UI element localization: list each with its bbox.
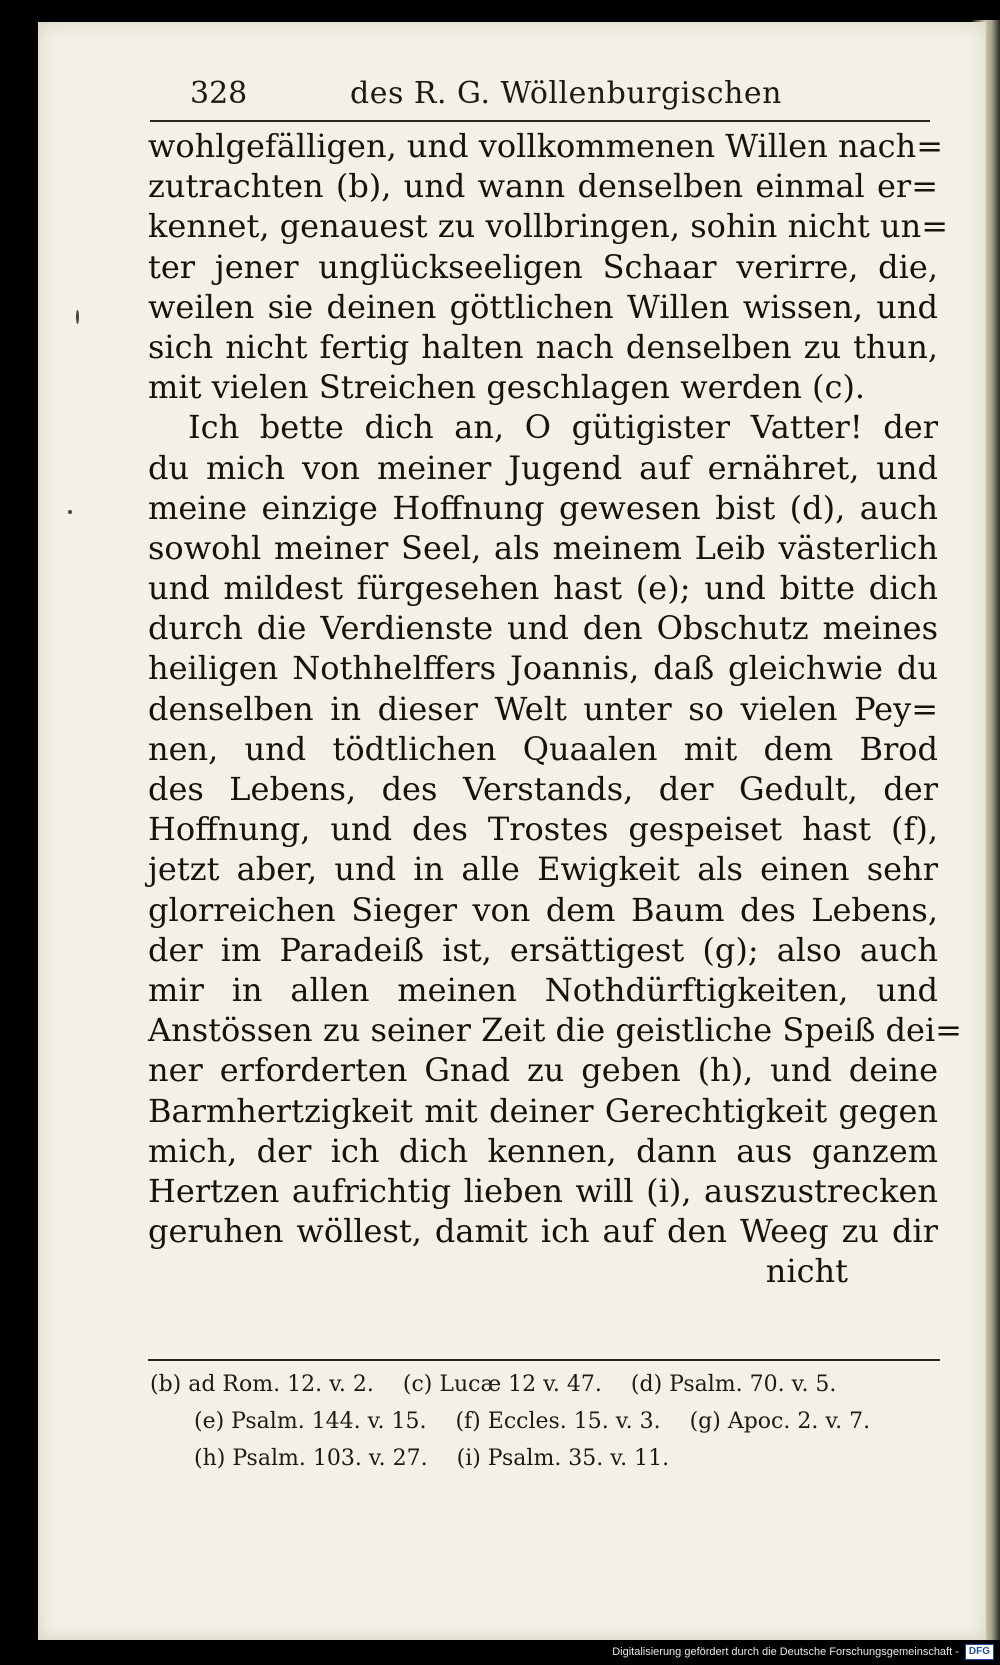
text-line: Hertzen aufrichtig lieben will (i), auszustrecken (148, 1171, 938, 1210)
page-header (150, 68, 930, 118)
text-line: weilen sie deinen göttlichen Willen wissen, und (148, 287, 938, 326)
text-line: jetzt aber, und in alle Ewigkeit als einen sehr (148, 850, 938, 889)
text-line: und mildest fürgesehen hast (e); und bitte dich (148, 569, 938, 608)
footnote-g: (g) Apoc. 2. v. 7. (689, 1409, 871, 1434)
text-line: meine einzige Hoffnung gewesen bist (d), auch (148, 488, 938, 527)
footnote-e: (e) Psalm. 144. v. 15. (194, 1409, 427, 1434)
text-line: sich nicht fertig halten nach denselben zu thun, (148, 327, 938, 366)
footnote-h: (h) Psalm. 103. v. 27. (194, 1446, 428, 1471)
dfg-logo-icon: DFG (965, 1644, 994, 1660)
page-number: 328 (190, 76, 248, 111)
text-line: Hoffnung, und des Trostes gespeiset hast (f), (148, 810, 938, 849)
paragraph-start-line: Ich bette dich an, O gütigister Vatter! der (188, 408, 938, 447)
text-line: du mich von meiner Jugend auf ernähret, und (148, 448, 938, 487)
text-line: ter jener unglückseeligen Schaar verirre, die, (148, 247, 938, 286)
text-line: durch die Verdienste und den Obschutz meines (148, 609, 938, 648)
main-text (148, 126, 962, 1291)
ink-speck (68, 510, 72, 514)
text-line: kennet, genauest zu vollbringen, sohin nicht un= (148, 207, 948, 246)
footnote-line (150, 1403, 940, 1440)
catchword: nicht (765, 1252, 848, 1291)
footnote-f: (f) Eccles. 15. v. 3. (455, 1409, 661, 1434)
footnote-i: (i) Psalm. 35. v. 11. (456, 1446, 670, 1471)
text-line: mich, der ich dich kennen, dann aus ganzem (148, 1131, 938, 1170)
text-line: des Lebens, des Verstands, der Gedult, der (148, 770, 938, 808)
text-line: mir in allen meinen Nothdürftigkeiten, und (148, 970, 938, 1009)
running-head: des R. G. Wöllenburgischen (350, 76, 782, 111)
text-line: Anstössen zu seiner Zeit die geistliche Speiß dei= (148, 1011, 962, 1050)
footnote-rule (148, 1359, 940, 1361)
text-line: der im Paradeiß ist, ersättigest (g); also auch (148, 930, 938, 969)
text-line: glorreichen Sieger von dem Baum des Lebens, (148, 890, 938, 929)
footnote-c: (c) Lucæ 12 v. 47. (402, 1372, 602, 1397)
ink-speck (76, 310, 79, 324)
footnote-line (150, 1440, 940, 1477)
footnotes (150, 1366, 940, 1477)
text-line: Barmhertzigkeit mit deiner Gerechtigkeit gegen (148, 1091, 938, 1130)
text-line: mit vielen Streichen geschlagen werden (c). (148, 368, 866, 407)
text-line: nen, und tödtlichen Quaalen mit dem Brod (148, 729, 938, 768)
funding-banner (612, 1643, 994, 1661)
text-line: ner erforderten Gnad zu geben (h), und deine (148, 1051, 938, 1090)
text-line: geruhen wöllest, damit ich auf den Weeg zu dir (148, 1212, 938, 1251)
text-line: zutrachten (b), und wann denselben einmal er= (148, 167, 938, 206)
text-line: wohlgefälligen, und vollkommenen Willen nach= (148, 127, 943, 165)
header-rule (150, 120, 930, 122)
text-line: sowohl meiner Seel, als meinem Leib västerlich (148, 528, 938, 567)
text-line: heiligen Nothhelffers Joannis, daß gleichwie du (148, 649, 938, 688)
footnote-d: (d) Psalm. 70. v. 5. (630, 1372, 837, 1397)
footnote-b: (b) ad Rom. 12. v. 2. (150, 1372, 374, 1397)
text-line: denselben in dieser Welt unter so vielen Pey= (148, 689, 938, 728)
funding-text: Digitalisierung gefördert durch die Deutsche Forschungsgemeinschaft - (612, 1646, 959, 1658)
footnote-line (150, 1366, 940, 1403)
